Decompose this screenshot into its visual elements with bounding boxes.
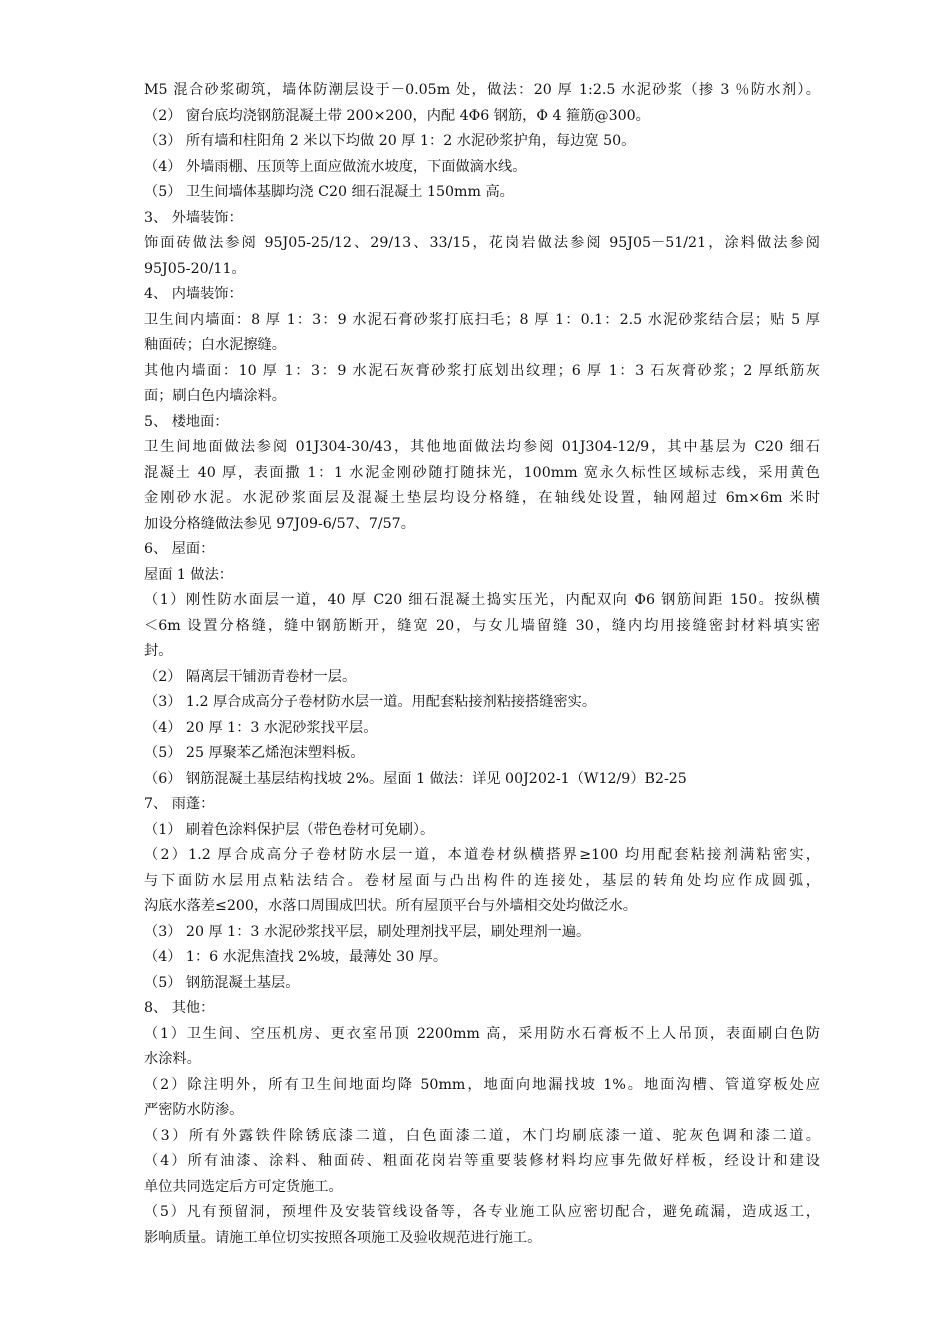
text-line: （4） 外墙雨棚、压顶等上面应做流水坡度，下面做滴水线。 [144,158,527,175]
text-line: （2） 隔离层干铺沥青卷材一层。 [144,668,357,685]
text-line: 其他内墙面：10 厚 1：3：9 水泥石灰膏砂浆打底划出纹理；6 厚 1：3 石灰膏砂浆；2 厚纸筋灰 [144,362,820,379]
section-heading: 8、 其他： [144,1000,215,1016]
text-line: 加设分格缝做法参见 97J09-6/57、7/57。 [144,515,415,532]
text-line: 单位共同选定后方可定货施工。 [144,1178,343,1195]
text-line: （2）1.2 厚合成高分子卷材防水层一道，本道卷材纵横搭界≥100 均用配套粘接剂满粘密实， [144,847,820,863]
text-line: （4） 1：6 水泥焦渣找 2%坡，最薄处 30 厚。 [144,949,448,965]
text-line: 95J05-20/11。 [144,260,246,277]
text-line: （3） 1.2 厚合成高分子卷材防水层一道。用配套粘接剂粘接搭缝密实。 [144,694,597,710]
text-line: （4）所有油漆、涂料、釉面砖、粗面花岗岩等重要装修材料均应事先做好样板，经设计和建设 [144,1153,820,1169]
text-line: （3）所有外露铁件除锈底漆二道，白色面漆二道，木门均刷底漆一道、驼灰色调和漆二道。 [144,1127,820,1144]
text-line: （1）刚性防水面层一道，40 厚 C20 细石混凝土捣实压光，内配双向 Φ6 钢筋间距 150。按纵横 [144,592,820,608]
text-line: 面；刷白色内墙涂料。 [144,388,286,404]
text-line: 卫生间地面做法参阅 01J304-30/43，其他地面做法均参阅 01J304-12/9，其中基层为 C20 细石 [144,439,820,455]
text-line: （3） 所有墙和柱阳角 2 米以下均做 20 厚 1：2 水泥砂浆护角，每边宽 50。 [144,133,636,149]
section-heading: 3、 外墙装饰： [144,209,243,226]
text-line: 饰面砖做法参阅 95J05-25/12、29/13、33/15，花岗岩做法参阅 95J05－51/21，涂料做法参阅 [144,235,820,251]
text-line: 沟底水落差≤200，水落口周围成凹状。所有屋顶平台与外墙相交处均做泛水。 [144,898,637,914]
text-line: （6） 钢筋混凝土基层结构找坡 2%。屋面 1 做法：详见 00J202-1（W12/9）B2-25 [144,770,687,787]
text-line: 与下面防水层用点粘法结合。卷材屋面与凸出构件的连接处，基层的转角处均应作成圆弧， [144,872,820,889]
text-line: （5） 25 厚聚苯乙烯泡沫塑料板。 [144,745,365,761]
text-line: 严密防水防渗。 [144,1102,244,1118]
section-heading: 5、 楼地面： [144,413,229,430]
text-line: 釉面砖；白水泥擦缝。 [144,337,286,353]
text-line: 影响质量。请施工单位切实按照各项施工及验收规范进行施工。 [144,1229,542,1246]
text-line: M5 混合砂浆砌筑，墙体防潮层设于－0.05m 处，做法：20 厚 1:2.5 水泥砂浆（掺 3 ％防水剂）。 [144,82,820,98]
section-heading: 7、 雨蓬： [144,796,215,812]
text-line: （5） 卫生间墙体基脚均浇 C20 细石混凝土 150mm 高。 [144,184,514,200]
section-heading: 6、 屋面： [144,541,215,557]
text-line: 金刚砂水泥。水泥砂浆面层及混凝土垫层均设分格缝，在轴线处设置，轴网超过 6m×6m 米时 [144,490,820,506]
text-line: ＜6m 设置分格缝，缝中钢筋断开，缝宽 20，与女儿墙留缝 30，缝内均用接缝密封材料填实密 [144,617,820,634]
text-line: （2） 窗台底均浇钢筋混凝土带 200×200，内配 4Φ6 钢筋，Φ 4 箍筋@300。 [144,107,650,124]
text-line: （3） 20 厚 1：3 水泥砂浆找平层，刷处理剂找平层，刷处理剂一遍。 [144,923,591,940]
text-line: 水涂料。 [144,1051,201,1067]
text-line: （1） 刷着色涂料保护层（带色卷材可免刷）。 [144,821,435,838]
text-line: 封。 [144,643,173,659]
text-line: 屋面 1 做法： [144,566,233,583]
text-line: （5） 钢筋混凝土基层。 [144,974,300,991]
section-heading: 4、 内墙装饰： [144,286,243,302]
text-line: （4） 20 厚 1：3 水泥砂浆找平层。 [144,719,378,736]
text-line: 卫生间内墙面：8 厚 1：3：9 水泥石膏砂浆打底扫毛；8 厚 1：0.1：2.5 水泥砂浆结合层；贴 5 厚 [144,311,820,328]
text-line: （1）卫生间、空压机房、更衣室吊顶 2200mm 高，采用防水石膏板不上人吊顶，表面刷白色防 [144,1025,820,1042]
text-line: 混凝土 40 厚，表面撒 1：1 水泥金刚砂随打随抹光，100mm 宽永久标性区域标志线，采用黄色 [144,464,820,481]
document-body [144,78,820,1251]
text-line: （5）凡有预留洞，预埋件及安装管线设备等，各专业施工队应密切配合，避免疏漏，造成返工， [144,1204,820,1220]
text-line: （2）除注明外，所有卫生间地面均降 50mm，地面向地漏找坡 1%。地面沟槽、管道穿板处应 [144,1076,820,1093]
